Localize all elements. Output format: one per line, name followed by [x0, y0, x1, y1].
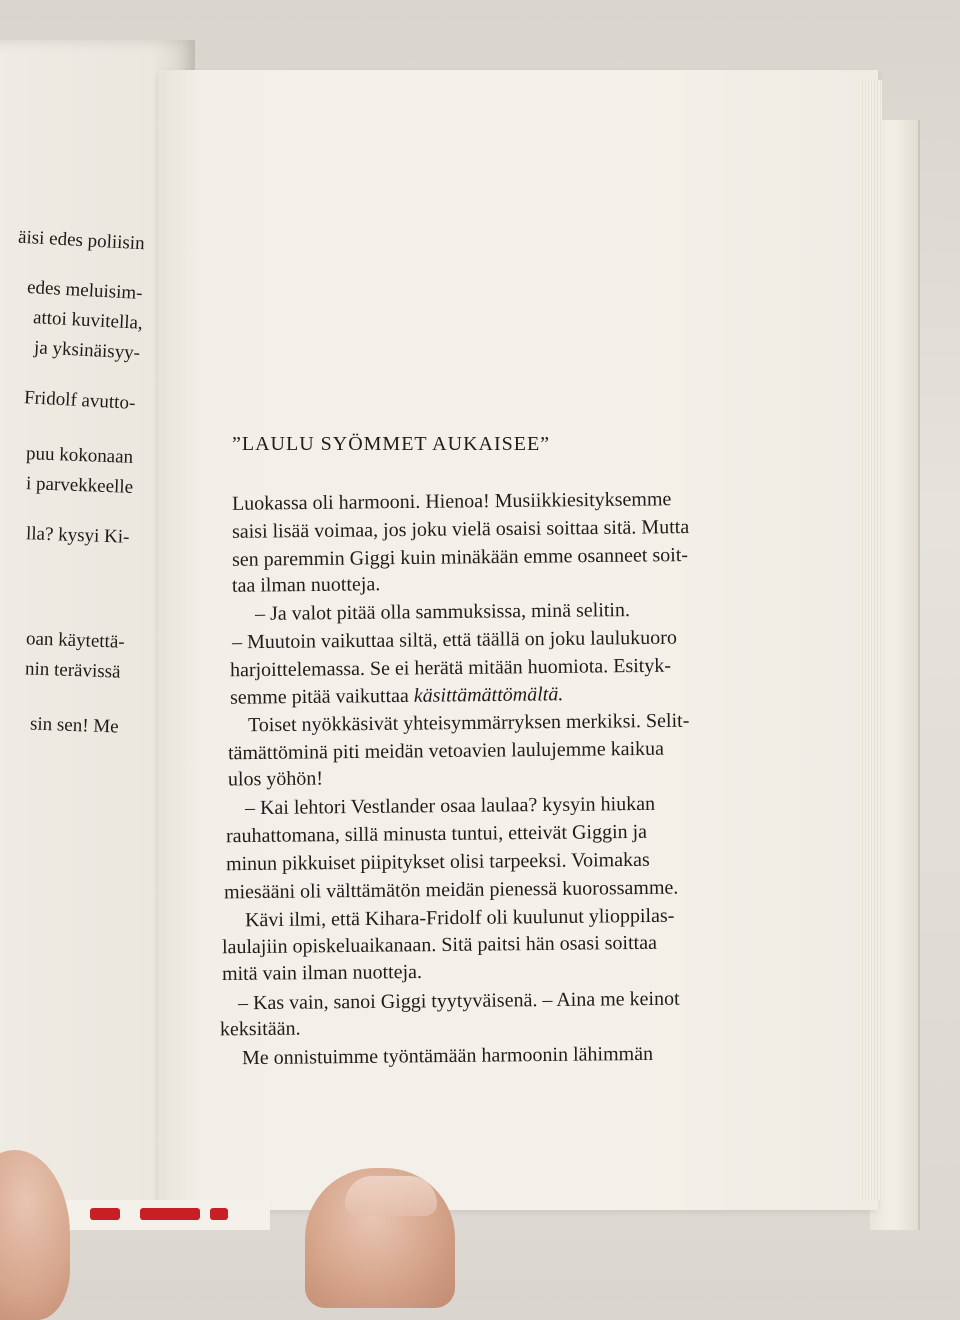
- body-line: – Kai lehtori Vestlander osaa laulaa? kysyin hiukan: [244, 792, 656, 820]
- left-line: oan käytettä-: [26, 628, 126, 653]
- body-line: Toiset nyökkäsivät yhteisymmärryksen merkiksi. Selit-: [247, 709, 690, 737]
- left-line: puu kokonaan: [25, 443, 134, 468]
- body-line: – Muutoin vaikuttaa siltä, että täällä on joku laulukuoro: [231, 626, 678, 654]
- left-line: Fridolf avutto-: [23, 387, 136, 414]
- body-line: [230, 683, 564, 709]
- chapter-title: ”LAULU SYÖMMET AUKAISEE”: [232, 433, 551, 455]
- cover-binding: [40, 1200, 270, 1230]
- left-line: edes meluisim-: [26, 276, 144, 305]
- body-line: tämättöminä piti meidän vetoavien laulujemme kaikua: [227, 737, 665, 765]
- body-line: – Kas vain, sanoi Giggi tyytyväisenä. – Aina me keinot: [237, 987, 680, 1015]
- body-line: laulajiin opiskeluaikanaan. Sitä paitsi hän osasi soittaa: [221, 931, 658, 959]
- italic-word: käsittämättömältä.: [413, 683, 564, 707]
- left-line: i parvekkeelle: [25, 473, 134, 498]
- body-line: miesääni oli välttämätön meidän pienessä kuorossamme.: [223, 876, 679, 904]
- left-line: äisi edes poliisin: [17, 226, 146, 255]
- body-line: taa ilman nuotteja.: [231, 573, 381, 597]
- body-line: harjoittelemassa. Se ei herätä mitään huomiota. Esityk-: [229, 654, 672, 682]
- left-line: sin sen! Me: [30, 713, 120, 738]
- page-edges: [860, 80, 882, 1200]
- body-line: Me onnistuimme työntämään harmoonin lähimmän: [241, 1042, 654, 1070]
- left-line: nin terävissä: [25, 658, 122, 683]
- left-line: lla? kysyi Ki-: [25, 523, 130, 548]
- left-line: ja yksinäisyy-: [33, 337, 141, 364]
- body-line: Kävi ilmi, että Kihara-Fridolf oli kuulunut ylioppilas-: [244, 904, 675, 932]
- thumb-nail: [345, 1176, 437, 1216]
- body-line: sen paremmin Giggi kuin minäkään emme osanneet soit-: [231, 544, 689, 571]
- body-line: saisi lisää voimaa, jos joku vielä osaisi soittaa sitä. Mutta: [231, 516, 690, 543]
- cover-print: [90, 1208, 120, 1220]
- body-line: ulos yöhön!: [227, 767, 324, 791]
- body-line: rauhattomana, sillä minusta tuntui, etteivät Giggin ja: [225, 820, 648, 848]
- body-line: keksitään.: [219, 1017, 301, 1041]
- body-line: – Ja valot pitää olla sammuksissa, minä selitin.: [254, 599, 631, 625]
- body-line-text: semme pitää vaikuttaa: [229, 684, 409, 709]
- left-line: attoi kuvitella,: [32, 307, 144, 334]
- body-line: minun pikkuiset piipitykset olisi tarpeeksi. Voimakas: [225, 848, 650, 876]
- body-line: mitä vain ilman nuotteja.: [221, 960, 423, 986]
- cover-print: [210, 1208, 228, 1220]
- body-line-text: Luokassa oli harmooni. Hienoa! Musiikkiesityksemme: [231, 488, 672, 515]
- cover-print: [140, 1208, 200, 1220]
